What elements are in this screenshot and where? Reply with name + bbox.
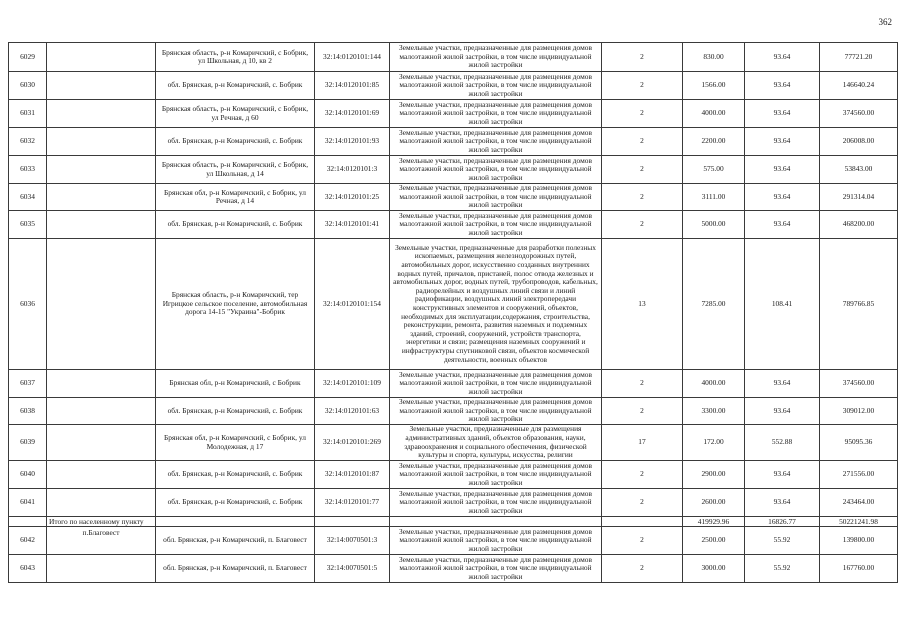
settlement-cell [47, 156, 156, 184]
table-row [9, 555, 898, 583]
table-row [9, 184, 898, 211]
address-cell: обл. Брянская, р-н Комаричский, с. Бобрик [156, 211, 315, 239]
cadastral-value-cell: 53843.00 [820, 156, 898, 184]
cadastral-value-cell: 374560.00 [820, 370, 898, 398]
specific-cadastral-value-cell: 93.64 [745, 211, 820, 239]
row-number-cell: 6030 [9, 72, 47, 100]
settlement-cell [47, 43, 156, 72]
group-number-cell: 2 [602, 184, 683, 211]
area-cell: 172.00 [683, 425, 745, 461]
group-number-cell: 2 [602, 489, 683, 517]
specific-cadastral-value-cell: 93.64 [745, 156, 820, 184]
land-purpose-cell: Земельные участки, предназначенные для размещения домов малоэтажной жилой застройки, в том числе индивидуальной жилой застройки [390, 100, 602, 128]
settlement-cell [47, 211, 156, 239]
land-purpose-cell: Земельные участки, предназначенные для размещения домов малоэтажной жилой застройки, в том числе индивидуальной жилой застройки [390, 43, 602, 72]
cadastral-value-cell: 271556.00 [820, 461, 898, 489]
cadastral-value-cell: 789766.85 [820, 239, 898, 370]
row-number-cell: 6041 [9, 489, 47, 517]
group-number-cell: 2 [602, 43, 683, 72]
cadastral-number-cell: 32:14:0120101:3 [315, 156, 390, 184]
row-number-cell: 6031 [9, 100, 47, 128]
specific-cadastral-value-cell: 93.64 [745, 184, 820, 211]
group-number-cell: 2 [602, 72, 683, 100]
address-cell: обл. Брянская, р-н Комаричский, с. Бобрик [156, 398, 315, 425]
table-row [9, 239, 898, 370]
table-row [9, 72, 898, 100]
row-number-cell: 6037 [9, 370, 47, 398]
settlement-cell [47, 239, 156, 370]
empty-cell [9, 517, 47, 527]
specific-cadastral-value-cell: 93.64 [745, 43, 820, 72]
area-cell: 2900.00 [683, 461, 745, 489]
address-cell: обл. Брянская, р-н Комаричский, с. Бобрик [156, 489, 315, 517]
cadastral-value-cell: 309012.00 [820, 398, 898, 425]
land-purpose-cell: Земельные участки, предназначенные для размещения домов малоэтажной жилой застройки, в том числе индивидуальной жилой застройки [390, 461, 602, 489]
group-number-cell: 2 [602, 527, 683, 555]
settlement-cell: п.Благовест [47, 527, 156, 555]
specific-cadastral-value-cell: 93.64 [745, 398, 820, 425]
specific-cadastral-value-cell: 93.64 [745, 128, 820, 156]
cadastral-number-cell: 32:14:0120101:144 [315, 43, 390, 72]
land-purpose-cell: Земельные участки, предназначенные для размещения домов малоэтажной жилой застройки, в том числе индивидуальной жилой застройки [390, 527, 602, 555]
cadastral-number-cell: 32:14:0120101:63 [315, 398, 390, 425]
area-cell: 2200.00 [683, 128, 745, 156]
area-cell: 4000.00 [683, 370, 745, 398]
specific-cadastral-value-cell: 55.92 [745, 527, 820, 555]
settlement-cell [47, 184, 156, 211]
table-row [9, 211, 898, 239]
table-row [9, 128, 898, 156]
table-row [9, 156, 898, 184]
subtotal-specific-value-cell: 16826.77 [745, 517, 820, 527]
cadastral-number-cell: 32:14:0120101:87 [315, 461, 390, 489]
group-number-cell: 2 [602, 398, 683, 425]
settlement-cell [47, 128, 156, 156]
cadastral-number-cell: 32:14:0120101:154 [315, 239, 390, 370]
table-row [9, 425, 898, 461]
empty-cell [390, 517, 602, 527]
address-cell: обл. Брянская, р-н Комаричский, с. Бобрик [156, 72, 315, 100]
table-row [9, 461, 898, 489]
area-cell: 1566.00 [683, 72, 745, 100]
group-number-cell: 2 [602, 100, 683, 128]
land-purpose-cell: Земельные участки, предназначенные для размещения домов малоэтажной жилой застройки, в том числе индивидуальной жилой застройки [390, 184, 602, 211]
area-cell: 3111.00 [683, 184, 745, 211]
settlement-cell [47, 555, 156, 583]
area-cell: 3000.00 [683, 555, 745, 583]
area-cell: 2500.00 [683, 527, 745, 555]
settlement-cell [47, 100, 156, 128]
land-purpose-cell: Земельные участки, предназначенные для размещения домов малоэтажной жилой застройки, в том числе индивидуальной жилой застройки [390, 489, 602, 517]
row-number-cell: 6042 [9, 527, 47, 555]
settlement-cell [47, 370, 156, 398]
empty-cell [315, 517, 390, 527]
specific-cadastral-value-cell: 93.64 [745, 461, 820, 489]
address-cell: Брянская область, р-н Комаричский, тер Игрицкое сельское поселение, автомобильная дорога 14-15 "Украина"-Бобрик [156, 239, 315, 370]
row-number-cell: 6034 [9, 184, 47, 211]
cadastral-number-cell: 32:14:0120101:77 [315, 489, 390, 517]
empty-cell [156, 517, 315, 527]
cadastral-number-cell: 32:14:0070501:3 [315, 527, 390, 555]
specific-cadastral-value-cell: 552.88 [745, 425, 820, 461]
address-cell: обл. Брянская, р-н Комаричский, с. Бобрик [156, 128, 315, 156]
specific-cadastral-value-cell: 108.41 [745, 239, 820, 370]
settlement-cell [47, 398, 156, 425]
land-purpose-cell: Земельные участки, предназначенные для размещения домов малоэтажной жилой застройки, в том числе индивидуальной жилой застройки [390, 370, 602, 398]
area-cell: 7285.00 [683, 239, 745, 370]
group-number-cell: 17 [602, 425, 683, 461]
cadastral-number-cell: 32:14:0120101:109 [315, 370, 390, 398]
group-number-cell: 2 [602, 370, 683, 398]
cadastral-value-cell: 243464.00 [820, 489, 898, 517]
specific-cadastral-value-cell: 93.64 [745, 370, 820, 398]
subtotal-label: Итого по населенному пункту [47, 517, 156, 527]
subtotal-area-cell: 419929.96 [683, 517, 745, 527]
empty-cell [602, 517, 683, 527]
cadastral-value-cell: 167760.00 [820, 555, 898, 583]
cadastral-value-cell: 206008.00 [820, 128, 898, 156]
specific-cadastral-value-cell: 93.64 [745, 100, 820, 128]
address-cell: обл. Брянская, р-н Комаричский, п. Благовест [156, 555, 315, 583]
area-cell: 3300.00 [683, 398, 745, 425]
row-number-cell: 6036 [9, 239, 47, 370]
land-purpose-cell: Земельные участки, предназначенные для размещения домов малоэтажной жилой застройки, в том числе индивидуальной жилой застройки [390, 156, 602, 184]
land-purpose-cell: Земельные участки, предназначенные для разработки полезных ископаемых, размещения железнодорожных путей, автомобильных дорог, искусственно созданных внутренних водных путей, причалов, пристаней, полос отвода железных и автомобильных дорог, водных путей, трубопроводов, кабельных, радиорелейных и воздушных линий связи и линий радиофикации, воздушных линий электропередачи конструктивных элементов и сооружений, объектов, необходимых для эксплуатации,содержания, строительства, реконструкции, ремонта, развития наземных и подземных зданий, строений, сооружений, устройств транспорта, энергетики и связи; размещения наземных сооружений и инфраструктуры спутниковой связи, объектов космической деятельности, военных объектов [390, 239, 602, 370]
address-cell: Брянская область, р-н Комаричский, с Бобрик, ул Речная, д 60 [156, 100, 315, 128]
cadastral-number-cell: 32:14:0120101:269 [315, 425, 390, 461]
address-cell: Брянская область, р-н Комаричский, с Бобрик, ул Школьная, д 10, кв 2 [156, 43, 315, 72]
specific-cadastral-value-cell: 93.64 [745, 489, 820, 517]
address-cell: Брянская обл, р-н Комаричский, с Бобрик, ул Речная, д 14 [156, 184, 315, 211]
table-row [9, 489, 898, 517]
table-row [9, 100, 898, 128]
settlement-cell [47, 461, 156, 489]
group-number-cell: 2 [602, 156, 683, 184]
land-purpose-cell: Земельные участки, предназначенные для размещения домов малоэтажной жилой застройки, в том числе индивидуальной жилой застройки [390, 555, 602, 583]
cadastral-value-cell: 139800.00 [820, 527, 898, 555]
cadastral-value-cell: 374560.00 [820, 100, 898, 128]
group-number-cell: 2 [602, 128, 683, 156]
table-row [9, 43, 898, 72]
cadastral-value-table [8, 42, 898, 583]
cadastral-value-cell: 77721.20 [820, 43, 898, 72]
row-number-cell: 6039 [9, 425, 47, 461]
address-cell: обл. Брянская, р-н Комаричский, п. Благовест [156, 527, 315, 555]
land-purpose-cell: Земельные участки, предназначенные для размещения домов малоэтажной жилой застройки, в том числе индивидуальной жилой застройки [390, 398, 602, 425]
group-number-cell: 2 [602, 461, 683, 489]
area-cell: 4000.00 [683, 100, 745, 128]
area-cell: 5000.00 [683, 211, 745, 239]
cadastral-number-cell: 32:14:0070501:5 [315, 555, 390, 583]
land-purpose-cell: Земельные участки, предназначенные для размещения домов малоэтажной жилой застройки, в том числе индивидуальной жилой застройки [390, 128, 602, 156]
cadastral-value-cell: 146640.24 [820, 72, 898, 100]
row-number-cell: 6032 [9, 128, 47, 156]
cadastral-number-cell: 32:14:0120101:85 [315, 72, 390, 100]
subtotal-cadastral-value-cell: 50221241.98 [820, 517, 898, 527]
row-number-cell: 6035 [9, 211, 47, 239]
settlement-cell [47, 72, 156, 100]
settlement-cell [47, 425, 156, 461]
group-number-cell: 13 [602, 239, 683, 370]
area-cell: 2600.00 [683, 489, 745, 517]
page-number: 362 [878, 17, 892, 27]
row-number-cell: 6038 [9, 398, 47, 425]
land-purpose-cell: Земельные участки, предназначенные для размещения домов малоэтажной жилой застройки, в том числе индивидуальной жилой застройки [390, 72, 602, 100]
address-cell: Брянская обл, р-н Комаричский, с Бобрик [156, 370, 315, 398]
row-number-cell: 6043 [9, 555, 47, 583]
land-purpose-cell: Земельные участки, предназначенные для размещения административных зданий, объектов образования, науки, здравоохранения и социального обеспечения, физической культуры и спорта, культуры, искусства, религии [390, 425, 602, 461]
cadastral-number-cell: 32:14:0120101:25 [315, 184, 390, 211]
group-number-cell: 2 [602, 555, 683, 583]
area-cell: 830.00 [683, 43, 745, 72]
group-number-cell: 2 [602, 211, 683, 239]
specific-cadastral-value-cell: 55.92 [745, 555, 820, 583]
table-row [9, 527, 898, 555]
cadastral-value-cell: 291314.04 [820, 184, 898, 211]
row-number-cell: 6040 [9, 461, 47, 489]
specific-cadastral-value-cell: 93.64 [745, 72, 820, 100]
cadastral-number-cell: 32:14:0120101:93 [315, 128, 390, 156]
address-cell: Брянская область, р-н Комаричский, с Бобрик, ул Школьная, д 14 [156, 156, 315, 184]
land-purpose-cell: Земельные участки, предназначенные для размещения домов малоэтажной жилой застройки, в том числе индивидуальной жилой застройки [390, 211, 602, 239]
cadastral-number-cell: 32:14:0120101:69 [315, 100, 390, 128]
row-number-cell: 6033 [9, 156, 47, 184]
row-number-cell: 6029 [9, 43, 47, 72]
cadastral-value-cell: 95095.36 [820, 425, 898, 461]
address-cell: обл. Брянская, р-н Комаричский, с. Бобрик [156, 461, 315, 489]
table-body [9, 43, 898, 583]
table-row [9, 398, 898, 425]
cadastral-value-cell: 468200.00 [820, 211, 898, 239]
subtotal-row [9, 517, 898, 527]
address-cell: Брянская обл, р-н Комаричский, с Бобрик, ул Молодежная, д 17 [156, 425, 315, 461]
table-row [9, 370, 898, 398]
area-cell: 575.00 [683, 156, 745, 184]
settlement-cell [47, 489, 156, 517]
cadastral-number-cell: 32:14:0120101:41 [315, 211, 390, 239]
